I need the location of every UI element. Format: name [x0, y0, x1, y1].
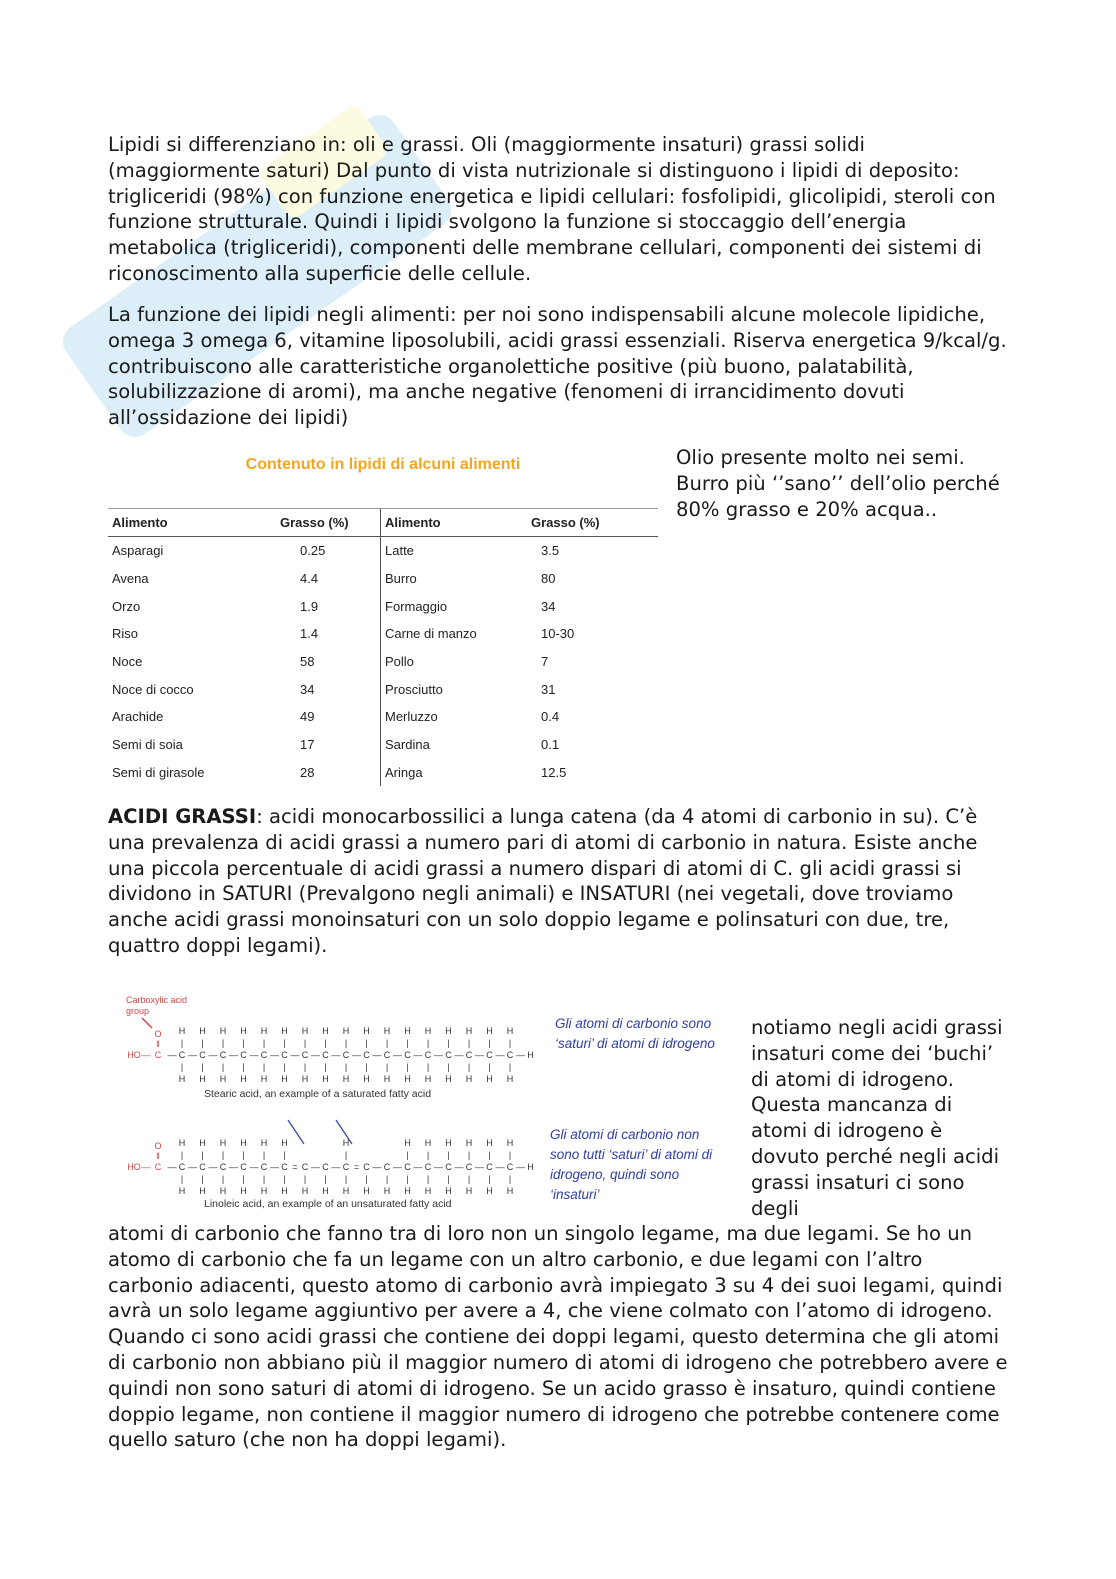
svg-text:H: H [506, 1186, 514, 1196]
svg-text:|: | [324, 1062, 327, 1072]
hydrogen-holes-note: notiamo negli acidi grassi insaturi come dei ‘buchi’ di atomi di idrogeno. Questa mancanza di atomi di idrogeno è dovuto perché negli acidi grassi insaturi ci sono degli [751, 1016, 1003, 1220]
svg-text:|: | [344, 1150, 348, 1160]
header-fat-1: Grasso (%) [276, 509, 381, 537]
svg-text:=: = [353, 1162, 360, 1172]
svg-text:—: — [495, 1050, 505, 1060]
stearic-acid-structure [127, 1026, 534, 1084]
fatty-acids-text: : acidi monocarbossilici a lunga catena (da 4 atomi di carbonio in su). C’è una prevalenza di acidi grassi a numero pari di atomi di carbonio in natura. Esiste anche una piccola percentuale di acidi grassi a numero dispari di atomi di C. gli acidi grassi si dividono in SATURI (Prevalgono negli animali) e INSATURI (nei vegetali, dove troviamo anche acidi grassi monoinsaturi con un solo doppio legame e polinsaturi con due, tre, quattro doppi legami). [108, 805, 978, 957]
svg-text:—: — [475, 1162, 484, 1172]
svg-text:|: | [406, 1062, 409, 1072]
svg-text:—: — [188, 1162, 197, 1172]
svg-text:|: | [344, 1174, 348, 1184]
food-cell: Semi di soia [112, 737, 183, 753]
svg-text:C: C [281, 1050, 288, 1060]
svg-text:H: H [363, 1074, 370, 1084]
svg-text:H: H [281, 1186, 288, 1196]
svg-text:|: | [508, 1174, 512, 1184]
linoleic-caption: Linoleic acid, an example of an unsaturated fatty acid [204, 1198, 452, 1210]
svg-text:C: C [363, 1162, 370, 1172]
svg-text:|: | [426, 1174, 430, 1184]
svg-text:H: H [322, 1026, 329, 1036]
food-cell: Aringa [381, 759, 528, 787]
svg-text:H: H [199, 1138, 206, 1148]
svg-text:|: | [488, 1038, 491, 1048]
svg-text:C: C [219, 1162, 227, 1172]
svg-text:C: C [178, 1162, 186, 1172]
svg-text:|: | [180, 1062, 184, 1072]
svg-text:—: — [372, 1050, 382, 1060]
svg-text:C: C [199, 1050, 206, 1060]
svg-text:C: C [322, 1162, 329, 1172]
svg-text:HO: HO [127, 1050, 141, 1060]
svg-text:—: — [516, 1162, 525, 1172]
svg-text:‖: ‖ [156, 1151, 160, 1161]
svg-text:H: H [404, 1074, 411, 1084]
svg-text:C: C [363, 1050, 370, 1060]
food-function-paragraph: La funzione dei lipidi negli alimenti: per noi sono indispensabili alcune molecole lipidiche, omega 3 omega 6, vitamine liposolubili, acidi grassi essenziali. Riserva energetica 9/kcal/g. contribuiscono alle caratteristiche organolettiche positive (più buono, palatabilità, solubilizzazione di aromi), ma anche negative (fenomeni di irrancidimento dovuti all’ossidazione dei lipidi) [108, 303, 1007, 430]
svg-text:H: H [178, 1074, 186, 1084]
svg-text:|: | [447, 1038, 450, 1048]
table-row [108, 731, 658, 759]
fat-cell: 3.5 [541, 543, 560, 559]
svg-text:H: H [219, 1026, 227, 1036]
svg-text:C: C [281, 1162, 288, 1172]
svg-text:H: H [383, 1026, 391, 1036]
svg-text:H: H [506, 1026, 514, 1036]
svg-text:|: | [488, 1150, 491, 1160]
svg-text:H: H [465, 1186, 473, 1196]
svg-text:|: | [467, 1038, 471, 1048]
fat-cell: 1.9 [300, 598, 319, 614]
svg-text:C: C [154, 1162, 162, 1172]
svg-text:H: H [240, 1026, 247, 1036]
svg-text:H: H [404, 1026, 411, 1036]
svg-text:H: H [506, 1074, 514, 1084]
double-bond-paragraph: atomi di carbonio che fanno tra di loro non un singolo legame, ma due legami. Se ho un atomo di carbonio che fa un legame con un altro carbonio, e due legami con l’altro carbonio adiacenti, questo atomo di carbonio avrà impiegato 3 su 4 dei suoi legami, quindi avrà un solo legame aggiuntivo per avere a 4, che viene colmato con l’atomo di idrogeno. Quando ci sono acidi grassi che contiene dei doppi legami, questo determina che gli atomi di carbonio non abbiano più il maggior numero di atomi di idrogeno che potrebbero avere e quindi non sono saturi di atomi di idrogeno. Se un acido grasso è insaturo, quindi contiene doppio legame, non contiene il maggior numero di idrogeno che potrebbe contenere come quello saturo (che non ha doppi legami). [108, 1222, 1008, 1452]
svg-text:H: H [260, 1186, 268, 1196]
svg-text:H: H [424, 1074, 432, 1084]
food-cell: Noce di cocco [112, 681, 194, 697]
saturated-note: Gli atomi di carbonio sono ‘saturi’ di atomi di idrogeno [555, 1016, 715, 1051]
svg-text:|: | [467, 1174, 471, 1184]
svg-text:|: | [365, 1062, 368, 1072]
svg-text:|: | [426, 1062, 430, 1072]
svg-text:|: | [426, 1150, 430, 1160]
svg-text:—: — [270, 1162, 279, 1172]
svg-text:H: H [465, 1026, 473, 1036]
svg-text:—: — [208, 1050, 218, 1060]
svg-text:—: — [249, 1050, 259, 1060]
svg-text:C: C [404, 1050, 411, 1060]
svg-text:—: — [290, 1050, 300, 1060]
svg-text:—: — [141, 1162, 151, 1172]
svg-text:H: H [219, 1138, 227, 1148]
svg-text:|: | [201, 1062, 204, 1072]
food-cell: Burro [381, 565, 528, 593]
svg-text:|: | [221, 1038, 225, 1048]
svg-text:C: C [199, 1162, 206, 1172]
svg-text:|: | [324, 1038, 327, 1048]
svg-text:H: H [342, 1186, 350, 1196]
svg-text:H: H [486, 1138, 493, 1148]
svg-text:H: H [322, 1074, 329, 1084]
table-row [108, 537, 658, 565]
fat-cell: 7 [541, 654, 549, 670]
chemical-structures-svg [118, 992, 548, 1216]
svg-text:H: H [465, 1074, 473, 1084]
svg-text:C: C [178, 1050, 186, 1060]
svg-text:C: C [445, 1162, 452, 1172]
food-cell: Latte [381, 537, 528, 565]
svg-text:C: C [219, 1050, 227, 1060]
svg-text:H: H [342, 1026, 350, 1036]
svg-text:C: C [301, 1050, 309, 1060]
svg-text:H: H [178, 1186, 186, 1196]
fatty-acids-paragraph [108, 804, 1008, 959]
svg-text:H: H [281, 1074, 288, 1084]
food-cell: Avena [112, 571, 149, 587]
svg-text:—: — [167, 1162, 177, 1172]
fat-cell: 34 [541, 598, 556, 614]
svg-text:|: | [283, 1038, 286, 1048]
svg-text:C: C [322, 1050, 329, 1060]
table-row [108, 759, 658, 787]
svg-text:|: | [283, 1150, 286, 1160]
svg-text:—: — [372, 1162, 382, 1172]
svg-text:C: C [424, 1050, 432, 1060]
fatty-acid-structures-figure [118, 992, 728, 1216]
svg-text:H: H [260, 1074, 268, 1084]
svg-text:—: — [311, 1050, 320, 1060]
svg-text:|: | [201, 1038, 204, 1048]
fat-cell: 49 [300, 709, 315, 725]
svg-text:|: | [467, 1150, 471, 1160]
fat-cell: 12.5 [541, 764, 567, 780]
table-row [108, 592, 658, 620]
svg-text:O: O [154, 1141, 162, 1151]
svg-text:|: | [242, 1150, 245, 1160]
svg-text:|: | [201, 1150, 204, 1160]
unsaturated-note: Gli atomi di carbonio non sono tutti ‘saturi’ di atomi di idrogeno, quindi sono ‘insaturi’ [550, 1127, 713, 1202]
intro-paragraph: Lipidi si differenziano in: oli e grassi. Oli (maggiormente insaturi) grassi solidi (maggiormente saturi) Dal punto di vista nutrizionale si distinguono i lipidi di deposito: trigliceridi (98%) con funzione energetica e lipidi cellulari: fosfolipidi, glicolipidi, steroli con funzione strutturale. Quindi i lipidi svolgono la funzione si stoccaggio dell’energia metabolica (trigliceridi), componenti delle membrane cellulari, componenti dei sistemi di riconoscimento alla superficie delle cellule. [108, 133, 996, 285]
svg-text:—: — [475, 1050, 484, 1060]
svg-text:—: — [229, 1050, 238, 1060]
svg-text:|: | [406, 1150, 409, 1160]
svg-text:|: | [385, 1174, 389, 1184]
svg-text:H: H [445, 1138, 452, 1148]
svg-text:—: — [413, 1050, 423, 1060]
svg-text:|: | [262, 1150, 266, 1160]
svg-text:|: | [262, 1062, 266, 1072]
svg-text:O: O [154, 1029, 162, 1039]
svg-text:H: H [445, 1186, 452, 1196]
svg-text:—: — [270, 1050, 279, 1060]
svg-text:C: C [342, 1050, 350, 1060]
svg-text:—: — [141, 1050, 151, 1060]
svg-text:—: — [311, 1162, 320, 1172]
svg-text:H: H [260, 1026, 268, 1036]
fat-cell: 4.4 [300, 571, 319, 587]
fat-cell: 17 [300, 737, 315, 753]
food-cell: Sardina [381, 731, 528, 759]
svg-text:|: | [508, 1062, 512, 1072]
svg-text:‖: ‖ [156, 1039, 160, 1049]
fat-cell: 80 [541, 571, 556, 587]
double-bond-arrow-1 [288, 1120, 304, 1144]
svg-text:HO: HO [127, 1162, 141, 1172]
svg-text:—: — [331, 1162, 341, 1172]
svg-text:|: | [344, 1038, 348, 1048]
svg-text:|: | [303, 1174, 307, 1184]
svg-text:|: | [242, 1174, 245, 1184]
svg-text:|: | [221, 1174, 225, 1184]
fat-cell: 0.1 [541, 737, 560, 753]
svg-text:|: | [365, 1038, 368, 1048]
svg-text:C: C [342, 1162, 350, 1172]
svg-text:H: H [404, 1186, 411, 1196]
svg-text:H: H [281, 1026, 288, 1036]
svg-text:H: H [178, 1026, 186, 1036]
table-row [108, 675, 658, 703]
svg-text:—: — [331, 1050, 341, 1060]
svg-text:|: | [201, 1174, 204, 1184]
svg-text:H: H [424, 1026, 432, 1036]
fat-cell: 1.4 [300, 626, 319, 642]
svg-text:—: — [434, 1162, 443, 1172]
fat-cell: 34 [300, 681, 315, 697]
svg-text:—: — [495, 1162, 505, 1172]
svg-text:|: | [324, 1174, 327, 1184]
svg-text:H: H [260, 1138, 268, 1148]
svg-text:C: C [506, 1162, 514, 1172]
svg-text:—: — [188, 1050, 197, 1060]
svg-text:|: | [180, 1150, 184, 1160]
carboxylic-arrow [142, 1018, 152, 1028]
food-cell: Merluzzo [381, 703, 528, 731]
svg-text:|: | [221, 1150, 225, 1160]
svg-text:—: — [413, 1162, 423, 1172]
linoleic-acid-structure [127, 1138, 534, 1196]
food-cell: Prosciutto [381, 675, 528, 703]
fatty-acids-heading: ACIDI GRASSI [108, 805, 257, 828]
svg-text:|: | [508, 1150, 512, 1160]
table-row [108, 565, 658, 593]
fat-cell: 58 [300, 654, 315, 670]
fat-cell: 31 [541, 681, 556, 697]
carboxylic-group-label: Carboxylic acid group [126, 995, 188, 1016]
svg-text:H: H [527, 1162, 534, 1172]
svg-text:|: | [180, 1174, 184, 1184]
svg-text:|: | [283, 1062, 286, 1072]
svg-text:H: H [486, 1186, 493, 1196]
table-row [108, 648, 658, 676]
svg-text:H: H [486, 1026, 493, 1036]
svg-text:C: C [383, 1162, 391, 1172]
svg-text:H: H [281, 1138, 288, 1148]
svg-text:C: C [445, 1050, 452, 1060]
svg-text:C: C [154, 1050, 162, 1060]
svg-text:—: — [516, 1050, 525, 1060]
svg-text:C: C [260, 1162, 268, 1172]
svg-text:H: H [527, 1050, 534, 1060]
food-cell: Asparagi [112, 543, 164, 559]
svg-text:C: C [260, 1050, 268, 1060]
fat-cell: 0.25 [300, 543, 326, 559]
table-row [108, 703, 658, 731]
svg-text:—: — [393, 1162, 402, 1172]
svg-text:C: C [486, 1162, 493, 1172]
svg-text:H: H [301, 1186, 309, 1196]
fat-cell: 0.4 [541, 709, 560, 725]
svg-text:—: — [434, 1050, 443, 1060]
stearic-caption: Stearic acid, an example of a saturated fatty acid [204, 1088, 432, 1100]
svg-text:H: H [219, 1074, 227, 1084]
svg-text:H: H [424, 1138, 432, 1148]
svg-text:—: — [208, 1162, 218, 1172]
svg-text:H: H [342, 1138, 350, 1148]
svg-text:|: | [385, 1038, 389, 1048]
fat-cell: 10-30 [541, 626, 575, 642]
svg-text:H: H [199, 1074, 206, 1084]
food-cell: Carne di manzo [381, 620, 528, 648]
svg-text:H: H [363, 1026, 370, 1036]
food-cell: Orzo [112, 598, 141, 614]
svg-text:|: | [406, 1038, 409, 1048]
svg-text:—: — [393, 1050, 402, 1060]
header-food-1: Alimento [108, 509, 276, 537]
svg-text:|: | [242, 1062, 245, 1072]
food-cell: Formaggio [381, 592, 528, 620]
svg-text:|: | [406, 1174, 409, 1184]
svg-text:H: H [199, 1186, 206, 1196]
fat-cell: 28 [300, 764, 315, 780]
svg-text:H: H [506, 1138, 514, 1148]
svg-text:H: H [404, 1138, 411, 1148]
svg-text:|: | [365, 1174, 368, 1184]
svg-text:H: H [342, 1074, 350, 1084]
svg-text:=: = [292, 1162, 298, 1172]
table-row [108, 620, 658, 648]
svg-text:|: | [283, 1174, 286, 1184]
svg-text:|: | [447, 1150, 450, 1160]
svg-text:—: — [352, 1050, 361, 1060]
food-cell: Riso [112, 626, 139, 642]
svg-text:H: H [240, 1186, 247, 1196]
svg-text:C: C [404, 1162, 411, 1172]
svg-text:|: | [242, 1038, 245, 1048]
svg-text:|: | [447, 1062, 450, 1072]
svg-text:H: H [445, 1026, 452, 1036]
table-title: Contenuto in lipidi di alcuni alimenti [245, 456, 521, 473]
svg-text:|: | [303, 1062, 307, 1072]
svg-text:C: C [424, 1162, 432, 1172]
svg-text:C: C [383, 1050, 391, 1060]
svg-text:C: C [486, 1050, 493, 1060]
svg-text:|: | [221, 1062, 225, 1072]
food-cell: Noce [112, 654, 143, 670]
butter-note: Olio presente molto nei semi. Burro più ‘’sano’’ dell’olio perché 80% grasso e 20% acqua.. [676, 446, 1000, 521]
svg-text:H: H [322, 1186, 329, 1196]
header-food-2: Alimento [381, 509, 528, 537]
svg-text:C: C [301, 1162, 309, 1172]
svg-text:H: H [363, 1186, 370, 1196]
svg-text:C: C [240, 1162, 247, 1172]
svg-text:H: H [424, 1186, 432, 1196]
svg-text:|: | [344, 1062, 348, 1072]
svg-text:—: — [229, 1162, 238, 1172]
lipid-content-table [108, 508, 658, 786]
header-fat-2: Grasso (%) [527, 509, 658, 537]
svg-text:H: H [465, 1138, 473, 1148]
svg-text:H: H [240, 1074, 247, 1084]
svg-text:—: — [249, 1162, 259, 1172]
svg-text:|: | [303, 1038, 307, 1048]
food-cell: Pollo [381, 648, 528, 676]
svg-text:C: C [465, 1162, 473, 1172]
svg-text:H: H [301, 1074, 309, 1084]
svg-text:C: C [240, 1050, 247, 1060]
svg-text:|: | [467, 1062, 471, 1072]
svg-text:|: | [426, 1038, 430, 1048]
svg-text:H: H [178, 1138, 186, 1148]
svg-text:|: | [385, 1062, 389, 1072]
svg-text:H: H [301, 1026, 309, 1036]
svg-text:—: — [454, 1050, 464, 1060]
svg-text:H: H [445, 1074, 452, 1084]
svg-text:C: C [465, 1050, 473, 1060]
svg-text:H: H [486, 1074, 493, 1084]
svg-text:|: | [488, 1062, 491, 1072]
food-cell: Semi di girasole [112, 764, 205, 780]
svg-text:—: — [454, 1162, 464, 1172]
svg-text:H: H [219, 1186, 227, 1196]
svg-text:|: | [180, 1038, 184, 1048]
svg-text:H: H [383, 1186, 391, 1196]
food-cell: Arachide [112, 709, 164, 725]
svg-text:C: C [506, 1050, 514, 1060]
svg-text:—: — [167, 1050, 177, 1060]
svg-text:|: | [447, 1174, 450, 1184]
svg-text:|: | [488, 1174, 491, 1184]
svg-text:|: | [508, 1038, 512, 1048]
table-header-row [108, 509, 658, 537]
svg-text:H: H [240, 1138, 247, 1148]
svg-text:|: | [262, 1174, 266, 1184]
svg-text:H: H [383, 1074, 391, 1084]
svg-text:H: H [199, 1026, 206, 1036]
lipid-content-table-figure [108, 450, 658, 790]
svg-text:|: | [262, 1038, 266, 1048]
